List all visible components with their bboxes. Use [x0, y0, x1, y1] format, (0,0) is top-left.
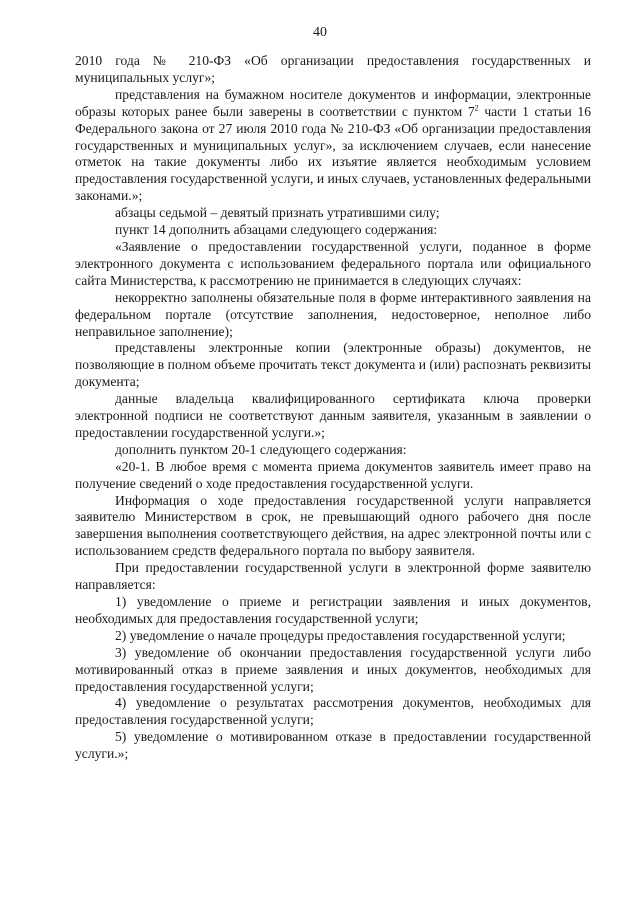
paragraph	[75, 87, 591, 205]
paragraph: При предоставлении государственной услуги в электронной форме заявителю направляется:	[75, 560, 591, 593]
paragraph-text: представления на бумажном носителе документов и информации, электронные образы которых ранее были заверены в соответствии с пунктом 7	[75, 86, 591, 119]
paragraph: дополнить пунктом 20-1 следующего содержания:	[115, 441, 407, 457]
list-item: 3) уведомление об окончании предоставления государственной услуги либо мотивированный отказ в приеме заявления и иных документов, необходимых для предоставления государственной услуги;	[75, 644, 591, 694]
list-item: 5) уведомление о мотивированном отказе в предоставлении государственной услуги.»;	[75, 729, 591, 762]
paragraph: данные владельца квалифицированного сертификата ключа проверки электронной подписи не соответствуют данным заявителя, указанным в заявлении о предоставлении государственной услуги.»;	[75, 391, 591, 440]
footnote-superscript: 2	[474, 103, 479, 113]
paragraph-text: части 1 статьи 16 Федерального закона от 27 июля 2010 года № 210-ФЗ «Об организации предоставления государственных и муниципальных услуг», за исключением случаев, если нанесение отметок на такие документы либо их изъятие является необходимым условием предоставления государственной услуги, и иных случаев, установленных федеральными законами.»;	[75, 103, 591, 204]
paragraph: 2010 года № 210-ФЗ «Об организации предоставления государственных и муниципальных услуг»;	[75, 53, 591, 85]
list-item: 2) уведомление о начале процедуры предоставления государственной услуги;	[115, 627, 566, 643]
paragraph: «20-1. В любое время с момента приема документов заявитель имеет право на получение сведений о ходе предоставления государственной услуги.	[75, 458, 591, 491]
paragraph: абзацы седьмой – девятый признать утратившими силу;	[115, 205, 440, 221]
paragraph: некорректно заполнены обязательные поля в форме интерактивного заявления на федеральном портале (отсутствие заполнения, недостоверное, неполное либо неправильное заполнение);	[75, 289, 591, 339]
paragraph: «Заявление о предоставлении государственной услуги, поданное в форме электронного документа с использованием федерального портала или официального сайта Министерства, к рассмотрению не принимается в следующих случаях:	[75, 238, 591, 288]
document-body	[75, 53, 591, 763]
list-item: 1) уведомление о приеме и регистрации заявления и иных документов, необходимых для предоставления государственной услуги;	[75, 594, 591, 626]
paragraph: Информация о ходе предоставления государственной услуги направляется заявителю Министерством в срок, не превышающий одного рабочего дня после завершения выполнения соответствующего действия, на адрес электронной почты или с использованием средств федерального портала по выбору заявителя.	[75, 492, 591, 559]
paragraph: пункт 14 дополнить абзацами следующего содержания:	[115, 222, 438, 238]
list-item: 4) уведомление о результатах рассмотрения документов, необходимых для предоставления государственной услуги;	[75, 695, 591, 728]
paragraph: представлены электронные копии (электронные образы) документов, не позволяющие в полном объеме прочитать текст документа и (или) распознать реквизиты документа;	[75, 340, 591, 390]
page-number: 40	[313, 25, 327, 40]
